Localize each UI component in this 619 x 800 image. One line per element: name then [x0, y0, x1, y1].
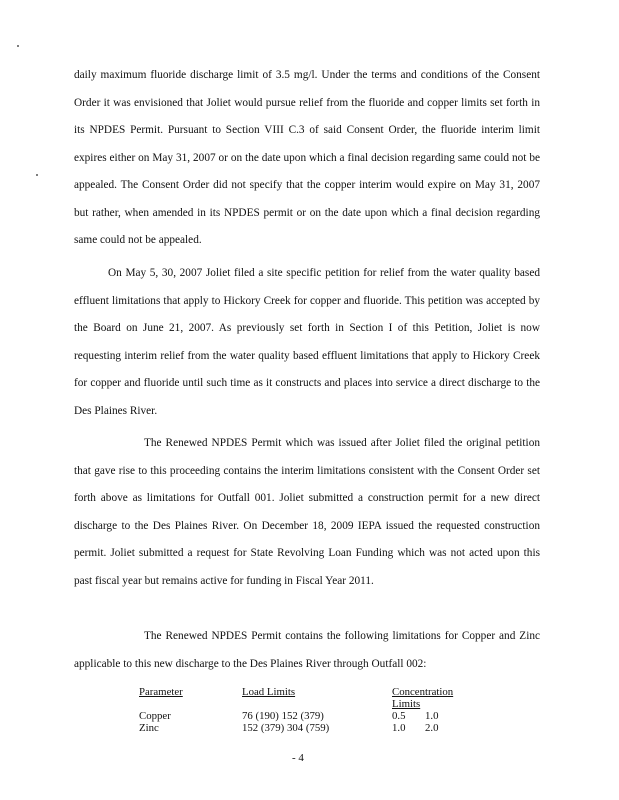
paragraph-site-petition: On May 5, 30, 2007 Joliet filed a site specific petition for relief from the water quality based effluent limitations that apply to Hickory Creek for copper and fluoride. This petition was accepted by the Board on June 21, 2007. As previously set forth in Section I of this Petition, Joliet is now requesting interim relief from the water quality based effluent limitations that apply to Hickory Creek for copper and fluoride until such time as it constructs and places into service a direct discharge to the Des Plaines River.: [74, 267, 540, 417]
paragraph-renewed-permit: The Renewed NPDES Permit which was issued after Joliet filed the original petition that gave rise to this proceeding contains the interim limitations consistent with the Consent Order set forth above as limitations for Outfall 001. Joliet submitted a construction permit for a new direct discharge to the Des Plaines River. On December 18, 2009 IEPA issued the requested construction permit. Joliet submitted a request for State Revolving Loan Funding which was not acted upon this past fiscal year but remains active for funding in Fiscal Year 2011.: [74, 437, 540, 587]
limits-table: [139, 686, 522, 734]
paragraph-consent-order: daily maximum fluoride discharge limit of 3.5 mg/l. Under the terms and conditions of the Consent Order it was envisioned that Joliet would pursue relief from the fluoride and copper limits set forth in its NPDES Permit. Pursuant to Section VIII C.3 of said Consent Order, the fluoride interim limit expires either on May 31, 2007 or on the date upon which a final decision regarding same could not be appealed. The Consent Order did not specify that the copper interim would expire on May 31, 2007 but rather, when amended in its NPDES permit or on the date upon which a final decision regarding same could not be appealed.: [74, 69, 540, 246]
row-parameter: Copper: [139, 710, 171, 722]
header-concentration-limits: Concentration Limits: [392, 686, 454, 710]
paragraph-limitations-intro: The Renewed NPDES Permit contains the following limitations for Copper and Zinc applicable to this new discharge to the Des Plaines River through Outfall 002:: [74, 630, 540, 670]
limits-header-row: [139, 686, 522, 710]
header-parameter: Parameter: [139, 686, 183, 698]
table-row: [139, 722, 522, 734]
row-concentration: 0.5 1.0: [392, 710, 439, 722]
page-number: - 4: [292, 752, 304, 764]
row-parameter: Zinc: [139, 722, 159, 734]
row-load: 152 (379) 304 (759): [242, 722, 330, 734]
row-load: 76 (190) 152 (379): [242, 710, 324, 722]
header-load-limits: Load Limits: [242, 686, 296, 698]
row-concentration: 1.0 2.0: [392, 722, 439, 734]
scan-speck: [36, 174, 38, 176]
scan-speck: [17, 45, 19, 47]
table-row: [139, 710, 522, 722]
